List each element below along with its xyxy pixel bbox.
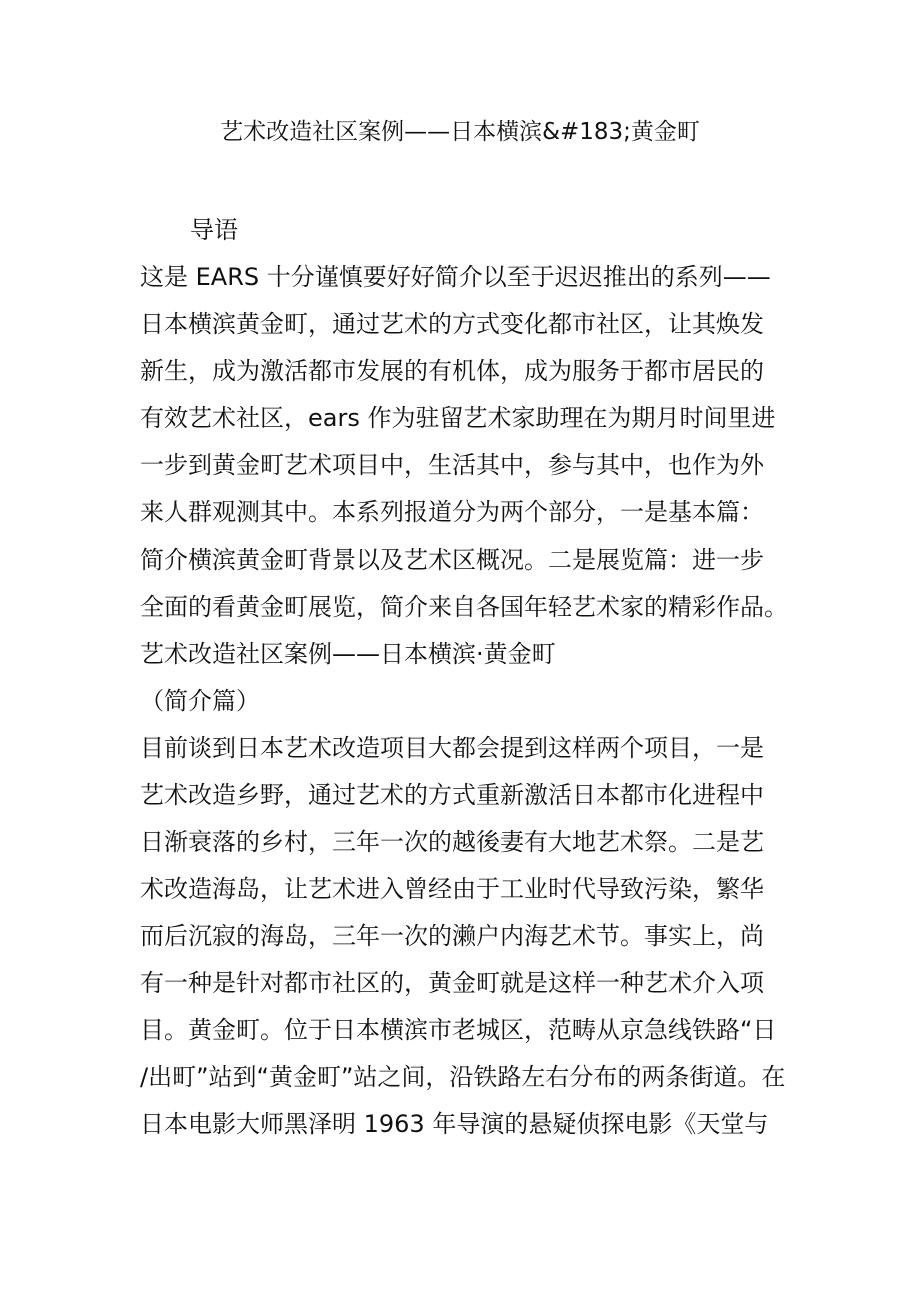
text-line: 日本横滨黄金町，通过艺术的方式变化都市社区，让其焕发 bbox=[140, 310, 764, 338]
section-heading: 导语 bbox=[190, 216, 238, 244]
document-title: 艺术改造社区案例——日本横滨&#183;黄金町 bbox=[220, 119, 700, 145]
text-line: 术改造海岛，让艺术进入曾经由于工业时代导致污染，繁华 bbox=[140, 875, 764, 903]
text-line: 来人群观测其中。本系列报道分为两个部分，一是基本篇： bbox=[140, 498, 764, 526]
text-line: 日渐衰落的乡村，三年一次的越後妻有大地艺术祭。二是艺 bbox=[140, 828, 764, 856]
text-line: 有一种是针对都市社区的，黄金町就是这样一种艺术介入项 bbox=[140, 969, 764, 997]
text-line: 全面的看黄金町展览，简介来自各国年轻艺术家的精彩作品。 bbox=[140, 593, 788, 621]
subheading-line: （简介篇） bbox=[140, 687, 260, 715]
text-line: 艺术改造社区案例——日本横滨·黄金町 bbox=[140, 640, 556, 668]
text-line: 而后沉寂的海岛，三年一次的濑户内海艺术节。事实上，尚 bbox=[140, 922, 764, 950]
text-line: 简介横滨黄金町背景以及艺术区概况。二是展览篇：进一步 bbox=[140, 546, 764, 574]
text-line: 新生，成为激活都市发展的有机体，成为服务于都市居民的 bbox=[140, 357, 764, 385]
text-line: 有效艺术社区，ears 作为驻留艺术家助理在为期月时间里进 bbox=[140, 404, 776, 432]
text-line: 日本电影大师黑泽明 1963 年导演的悬疑侦探电影《天堂与 bbox=[140, 1110, 769, 1138]
text-line: 这是 EARS 十分谨慎要好好简介以至于迟迟推出的系列—— bbox=[140, 263, 771, 291]
text-line: 艺术改造乡野，通过艺术的方式重新激活日本都市化进程中 bbox=[140, 781, 764, 809]
text-line: 目前谈到日本艺术改造项目大都会提到这样两个项目，一是 bbox=[140, 734, 764, 762]
text-line: /出町”站到“黄金町”站之间，沿铁路左右分布的两条街道。在 bbox=[140, 1063, 786, 1091]
text-line: 目。黄金町。位于日本横滨市老城区，范畴从京急线铁路“日 bbox=[140, 1016, 777, 1044]
text-line: 一步到黄金町艺术项目中，生活其中，参与其中，也作为外 bbox=[140, 451, 764, 479]
